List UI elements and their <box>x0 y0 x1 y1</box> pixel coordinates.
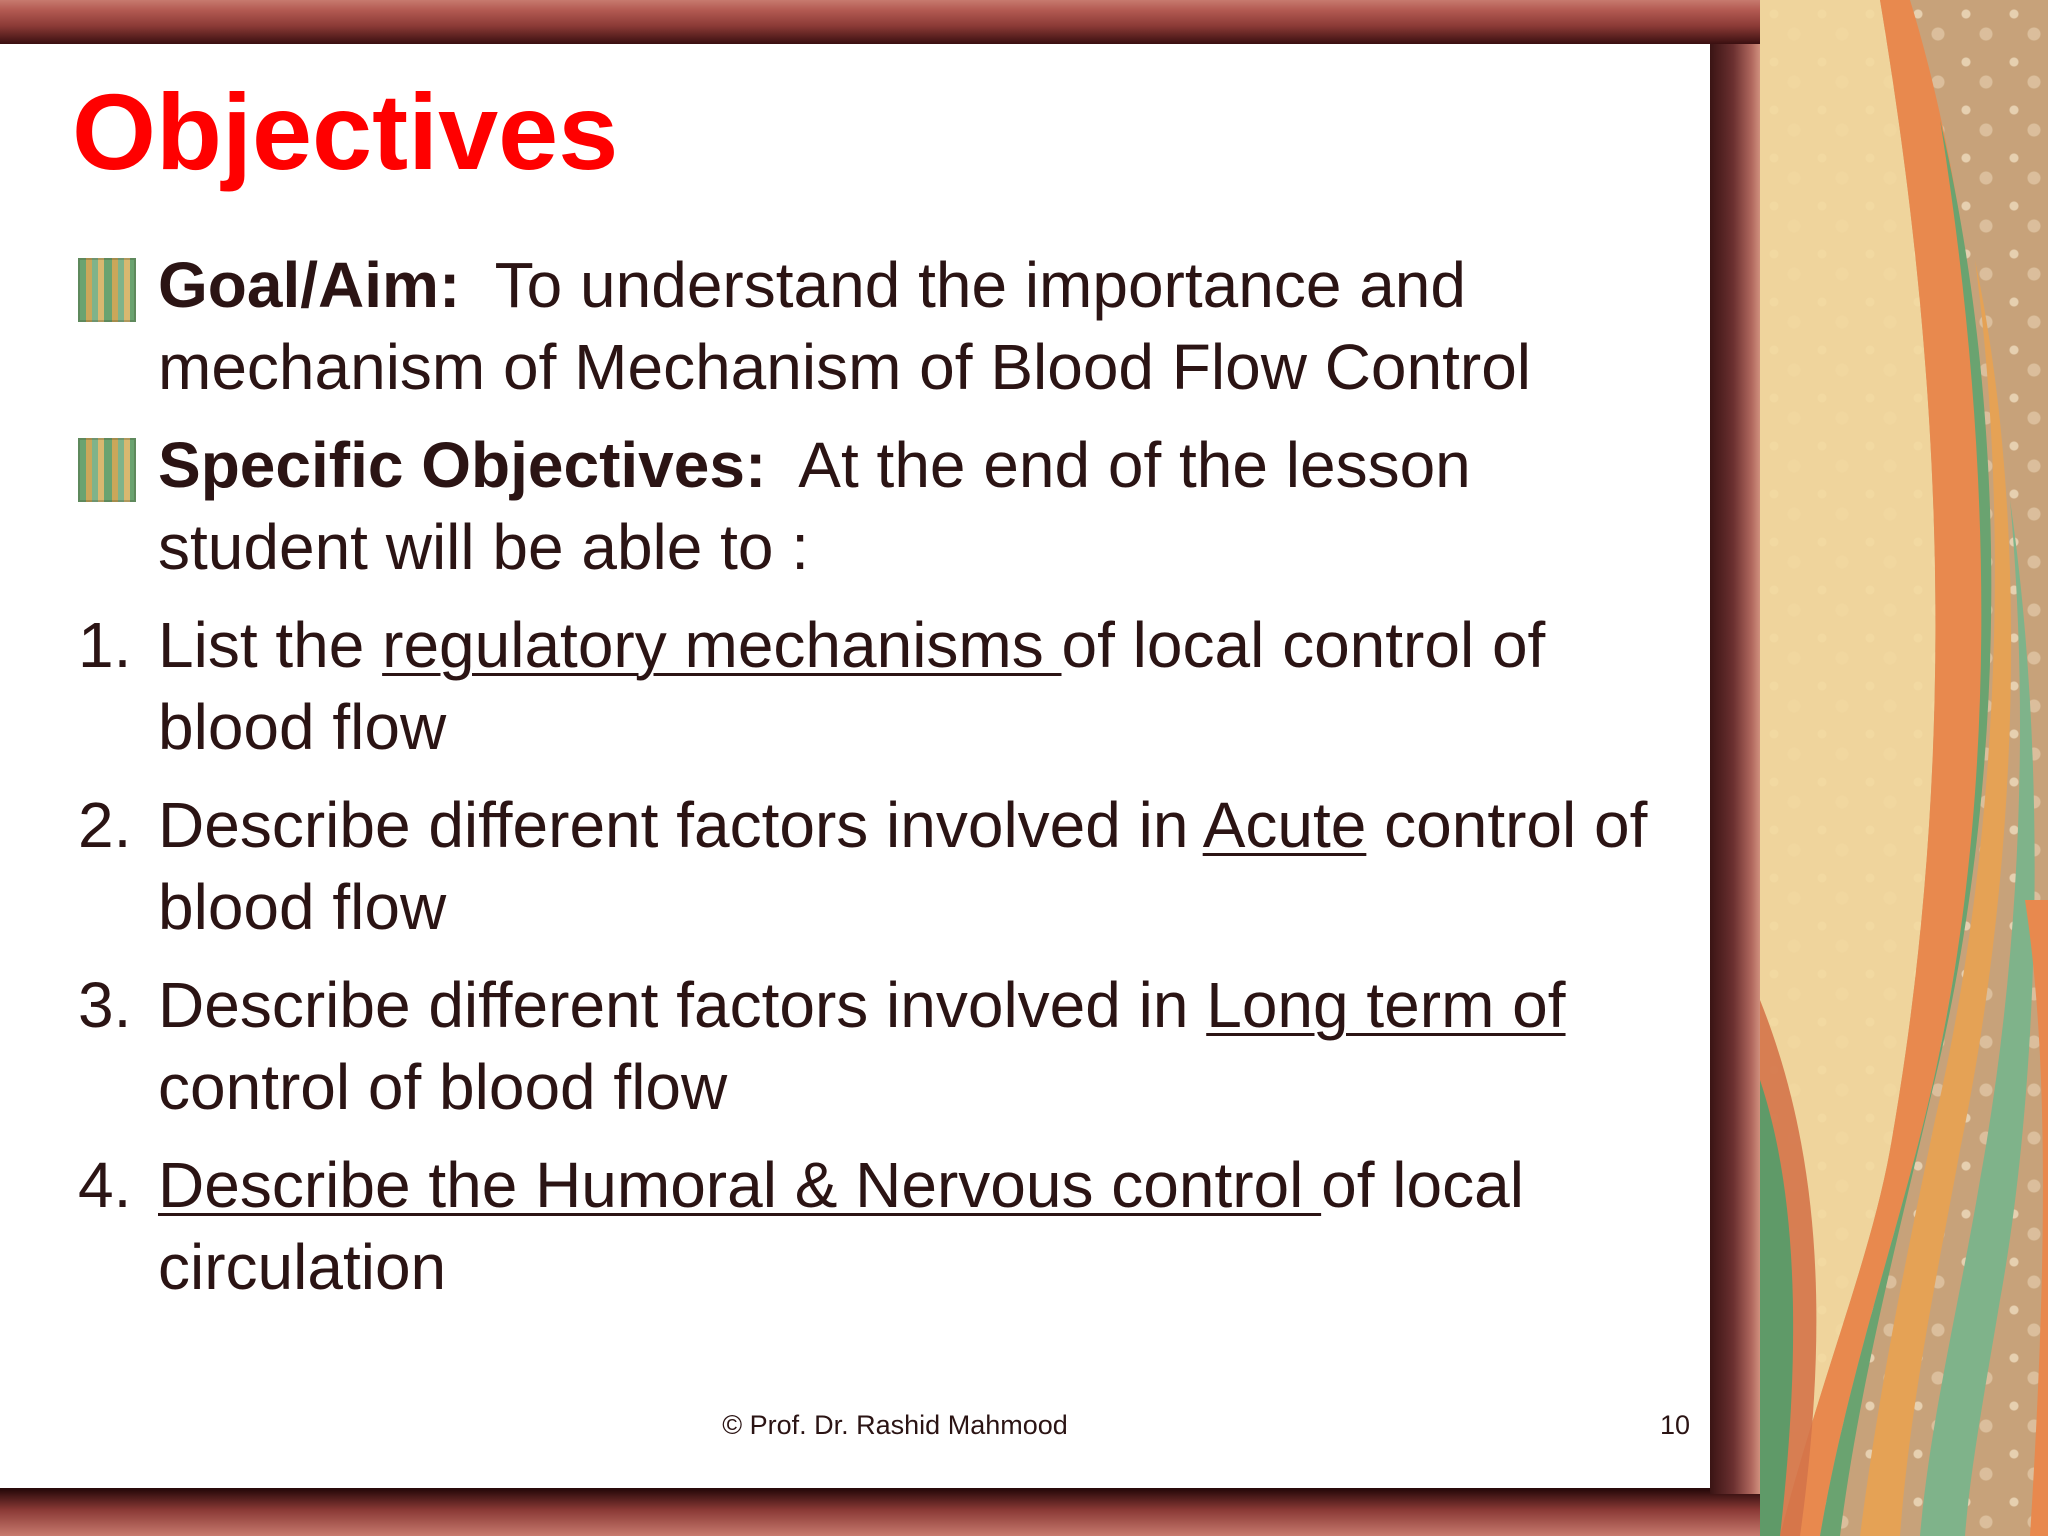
objective-item-1 <box>78 604 1678 768</box>
frame-shadow <box>1710 44 1762 1494</box>
bullet-specific-objectives <box>78 424 1678 588</box>
slide-content <box>78 244 1678 1324</box>
list-number: 2. <box>78 789 132 861</box>
objective-underlined-text: Describe the Humoral & Nervous control <box>158 1149 1322 1221</box>
objective-item-3 <box>78 964 1678 1128</box>
slide-page-number: 10 <box>1659 1410 1690 1440</box>
objective-text: of local control of blood flow <box>158 609 1546 763</box>
fabric-drapery-decoration <box>1760 0 2048 1536</box>
bullet-lead: Goal/Aim: <box>158 249 461 321</box>
objective-text: of local circulation <box>158 1149 1524 1303</box>
objective-text: Describe different factors involved in <box>158 789 1203 861</box>
bullet-text: To understand the importance and mechanism of Mechanism of Blood Flow Control <box>158 249 1531 403</box>
slide <box>0 44 1710 1488</box>
textured-square-bullet-icon <box>78 438 136 502</box>
list-number: 3. <box>78 969 132 1041</box>
slide-title: Objectives <box>72 71 619 192</box>
objective-item-2 <box>78 784 1678 948</box>
objective-underlined-text: Long term of <box>1206 969 1566 1041</box>
bullet-goal-aim <box>78 244 1678 408</box>
list-number: 1. <box>78 609 132 681</box>
bullet-text: At the end of the lesson student will be able to : <box>158 429 1471 583</box>
objective-item-4 <box>78 1144 1678 1308</box>
decorative-side-panel <box>1760 0 2048 1536</box>
textured-square-bullet-icon <box>78 258 136 322</box>
objective-text: control of blood flow <box>158 789 1648 943</box>
objective-underlined-text: Acute <box>1202 789 1367 861</box>
bullet-lead: Specific Objectives: <box>158 429 767 501</box>
objective-text: List the <box>158 609 383 681</box>
objective-text: control of blood flow <box>158 1051 728 1123</box>
objective-text: Describe different factors involved in <box>158 969 1207 1041</box>
slide-footer-credit: © Prof. Dr. Rashid Mahmood <box>722 1410 1068 1440</box>
list-number: 4. <box>78 1149 132 1221</box>
objective-underlined-text: regulatory mechanisms <box>382 609 1062 681</box>
